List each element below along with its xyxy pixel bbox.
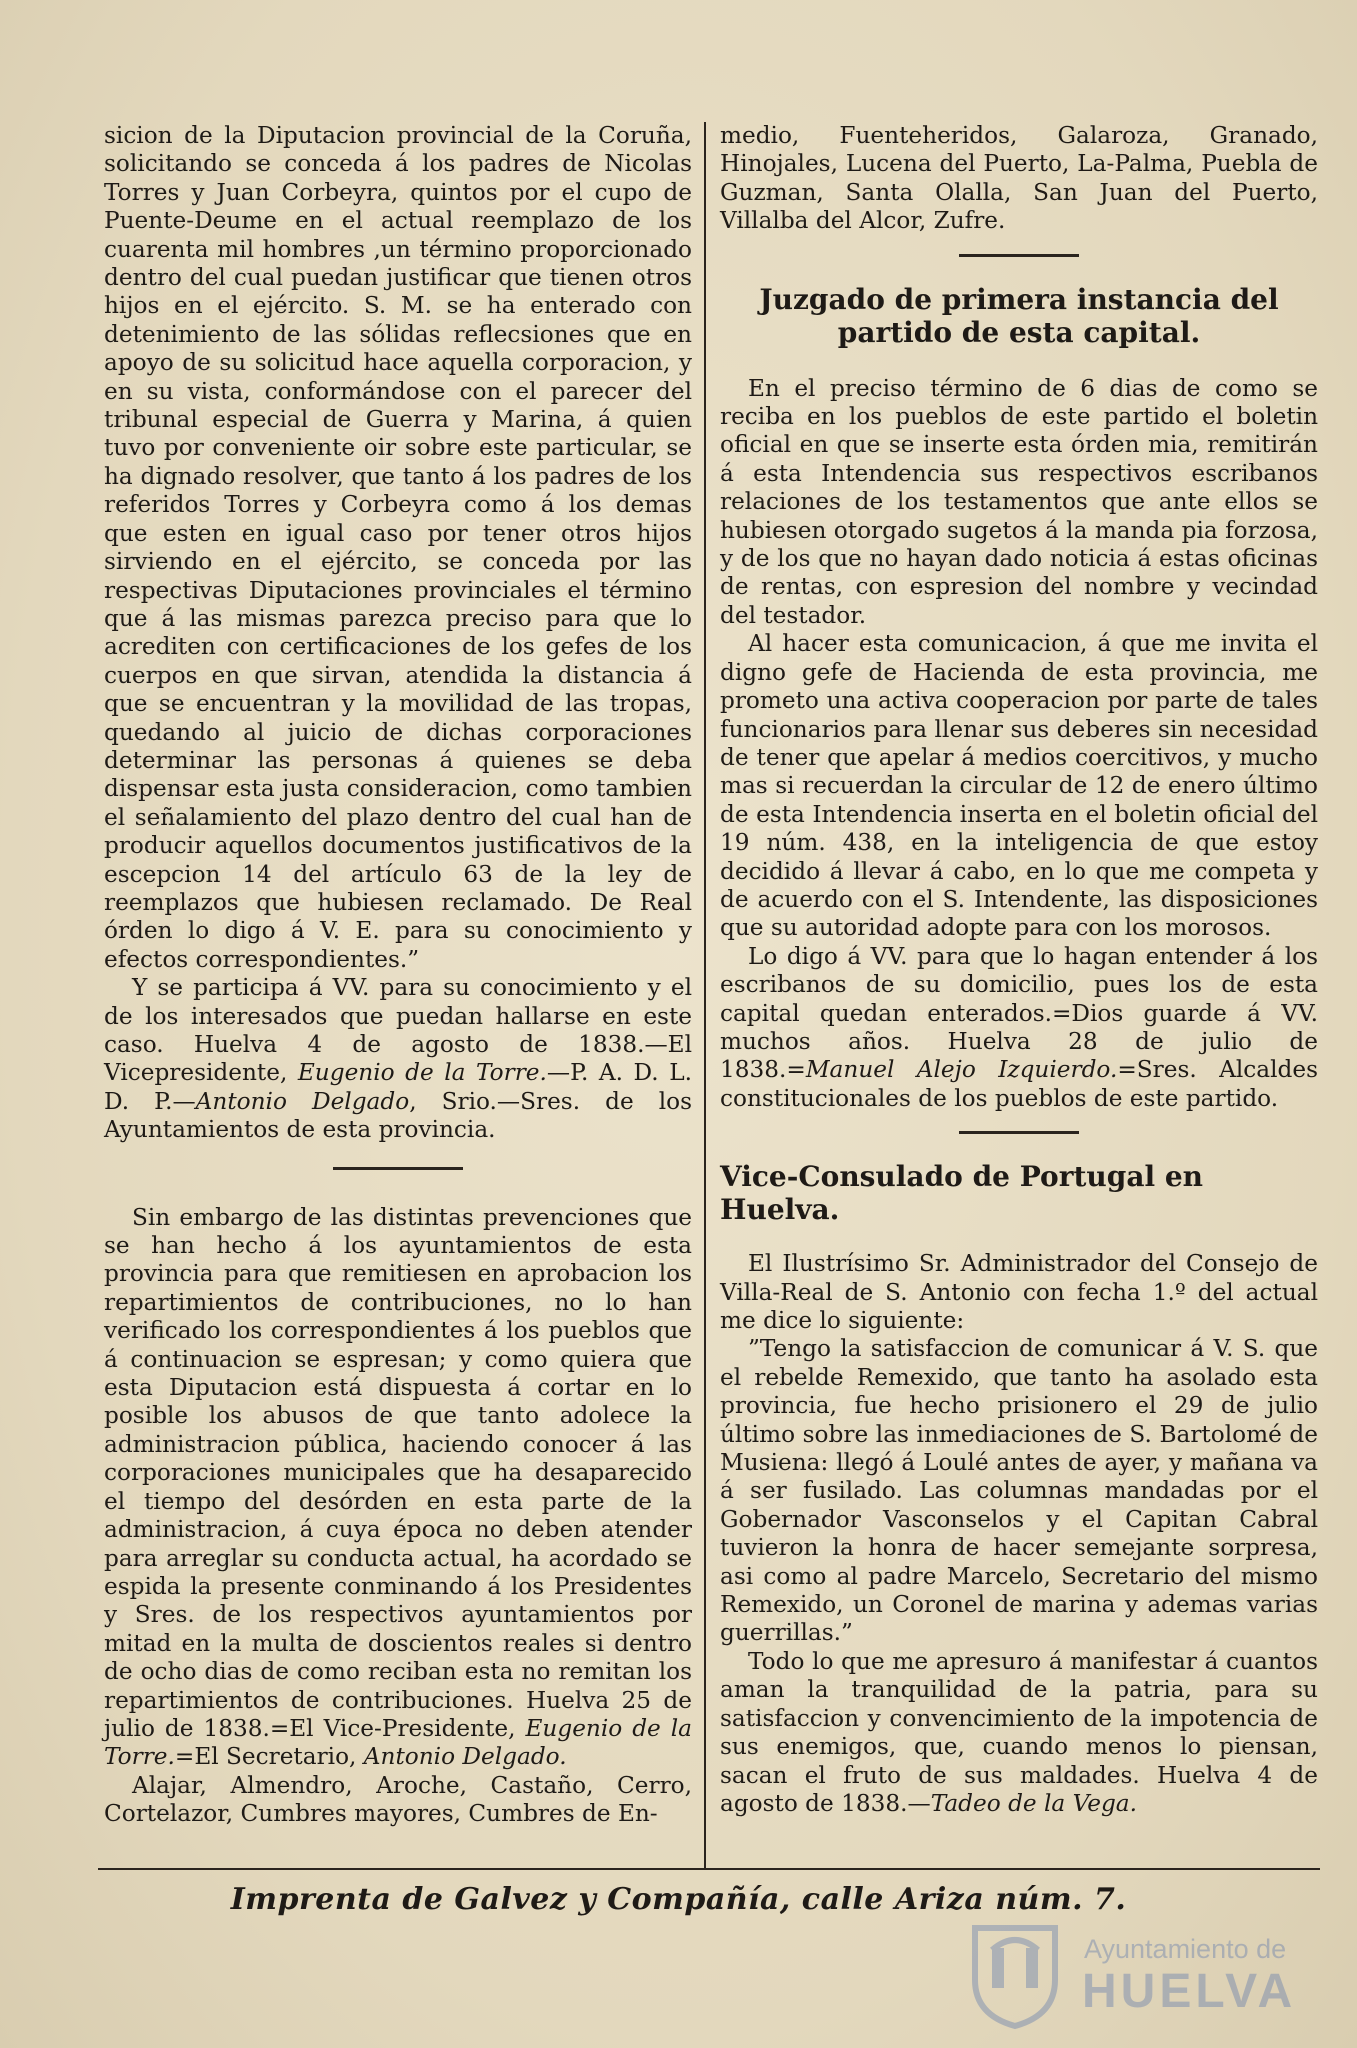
footer-rule (98, 1868, 1320, 1870)
consulado-paragraph-3: Todo lo que me apresuro á manifestar á cuantos aman la tranquilidad de la patria, para su satisfaccion y convencimiento de la impotencia de sus enemigos, que, cuando menos lo piensan, sacan el fruto de sus maldades. Huelva 4 de agosto de 1838.—Tadeo de la Vega. (720, 1647, 1318, 1817)
right-column (720, 122, 1318, 1818)
juzgado-paragraph-1: En el preciso término de 6 dias de como se reciba en los pueblos de este partido el boletin oficial en que se inserte esta órden mia, remitirán á esta Intendencia sus respectivos escribanos relaciones de los testamentos que ante ellos se hubiesen otorgado sugetos á la manda pia forzosa, y de los que no hayan dado noticia á estas oficinas de rentas, con espresion del nombre y vecindad del testador. (720, 374, 1318, 629)
signature-vicepresident: Eugenio de la Torre. (297, 1059, 547, 1087)
consulado-paragraph-2: ”Tengo la satisfaccion de comunicar á V. S. que el rebelde Remexido, que tanto ha asolado esta provincia, fue hecho prisionero el 29 de julio último sobre las inmediaciones de S. Bartolomé de Musiena: llegó á Loulé antes de ayer, y mañana va á ser fusilado. Las columnas mandadas por el Gobernador Vasconselos y el Capitan Cabral tuvieron la honra de hacer semejante sorpresa, asi como al padre Marcelo, Secretario del mismo Remexido, un Coronel de marina y ademas varias guerrillas.” (720, 1335, 1318, 1647)
contributions-paragraph: Sin embargo de las distintas prevenciones que se han hecho á los ayuntamientos de esta provincia para que remitiesen en aprobacion los repartimientos de contribuciones, no lo han verificado los correspondientes á los pueblos que á continuacion se espresan; y como quiera que esta Diputacion está dispuesta á cortar en lo posible los abusos de que tanto adolece la administracion pública, haciendo conocer á las corporaciones municipales que ha desaparecido el tiempo del desórden en esta parte de la administracion, á cuya época no deben atender para arreglar su conducta actual, ha acordado se espida la presente conminando á los Presidentes y Sres. de los respectivos ayuntamientos por mitad en la multa de doscientos reales si dentro de ocho dias de como reciban esta no remitan los repartimientos de contribuciones. Huelva 25 de julio de 1838.=El Vice-Presidente, Eugenio de la Torre.=El Secretario, Antonio Delgado. (104, 1203, 692, 1771)
huelva-watermark-logo (960, 1920, 1340, 2032)
juzgado-paragraph-3: Lo digo á VV. para que lo hagan entender á los escribanos de su domicilio, pues los de esta capital quedan enterados.=Dios guarde á VV. muchos años. Huelva 28 de julio de 1838.=Manuel Alejo Izquierdo.=Sres. Alcaldes constitucionales de los pueblos de este partido. (720, 942, 1318, 1112)
juzgado-paragraph-2: Al hacer esta comunicacion, á que me invita el digno gefe de Hacienda de esta provincia, me prometo una activa cooperacion por parte de tales funcionarios para llenar sus deberes sin necesidad de tener que apelar á medios coercitivos, y mucho mas si recuerdan la circular de 12 de enero último de esta Intendencia inserta en el boletin oficial del 19 núm. 438, en la inteligencia de que estoy decidido á llevar á cabo, en lo que me competa y de acuerdo con el S. Intendente, las disposiciones que su autoridad adopte para con los morosos. (720, 630, 1318, 942)
watermark-line1: Ayuntamiento de (1084, 1934, 1287, 1964)
left-column (104, 122, 692, 1829)
signature-consul: Tadeo de la Vega. (930, 1789, 1137, 1817)
signature-secretary: Antonio Delgado (195, 1087, 410, 1115)
consulado-paragraph-1: El Ilustrísimo Sr. Administrador del Consejo de Villa-Real de S. Antonio con fecha 1.º del actual me dice lo siguiente: (720, 1250, 1318, 1334)
towns-list-continued: medio, Fuenteheridos, Galaroza, Granado, Hinojales, Lucena del Puerto, La-Palma, Puebla de Guzman, Santa Olalla, San Juan del Puerto, Villalba del Alcor, Zufre. (720, 122, 1318, 235)
column-divider (704, 122, 706, 1868)
section-separator (959, 254, 1079, 257)
signature-vicepresident: Eugenio de la Torre. (104, 1714, 692, 1771)
section-separator (333, 1167, 463, 1170)
printer-imprint: Imprenta de Galvez y Compañía, calle Ariza núm. 7. (230, 1882, 1127, 1917)
signature-secretary: Antonio Delgado. (363, 1743, 567, 1771)
participation-paragraph: Y se participa á VV. para su conocimiento y el de los interesados que puedan hallarse en este caso. Huelva 4 de agosto de 1838.—El Vicepresidente, Eugenio de la Torre.—P. A. D. L. D. P.—Antonio Delgado, Srio.—Sres. de los Ayuntamientos de esta provincia. (104, 974, 693, 1144)
section-heading-viceconsulado: Vice-Consulado de Portugal en Huelva. (720, 1160, 1204, 1227)
section-heading-juzgado: Juzgado de primera instancia del partido de esta capital. (759, 282, 1279, 349)
coat-of-arms-icon (960, 1920, 1070, 2030)
signature-judge: Manuel Alejo Izquierdo. (805, 1056, 1118, 1084)
towns-list: Alajar, Almendro, Aroche, Castaño, Cerro, Cortelazor, Cumbres mayores, Cumbres de En- (104, 1771, 692, 1828)
section-separator (959, 1131, 1079, 1134)
royal-order-paragraph: sicion de la Diputacion provincial de la Coruña, solicitando se conceda á los padres de Nicolas Torres y Juan Corbeyra, quintos por el cupo de Puente-Deume en el actual reemplazo de los cuarenta mil hombres ,un término proporcionado dentro del cual puedan justificar que tienen otros hijos en el ejército. S. M. se ha enterado con detenimiento de las sólidas reflecsiones que en apoyo de su solicitud hace aquella corporacion, y en su vista, conformándose con el parecer del tribunal especial de Guerra y Marina, á quien tuvo por conveniente oir sobre este particular, se ha dignado resolver, que tanto á los padres de los referidos Torres y Corbeyra como á los demas que esten en igual caso por tener otros hijos sirviendo en el ejército, se conceda por las respectivas Diputaciones provinciales el término que á las mismas parezca preciso para que lo acrediten con certificaciones de los gefes de los cuerpos en que sirvan, atendida la distancia á que se encuentran y la movilidad de las tropas, quedando al juicio de dichas corporaciones determinar las personas á quienes se deba dispensar esta justa consideracion, como tambien el señalamiento del plazo dentro del cual han de producir aquellos documentos justificativos de la escepcion 14 del artículo 63 de la ley de reemplazos que hubiesen reclamado. De Real órden lo digo á V. E. para su conocimiento y efectos correspondientes.” (104, 122, 692, 973)
watermark-line2: HUELVA (1082, 1965, 1297, 2018)
